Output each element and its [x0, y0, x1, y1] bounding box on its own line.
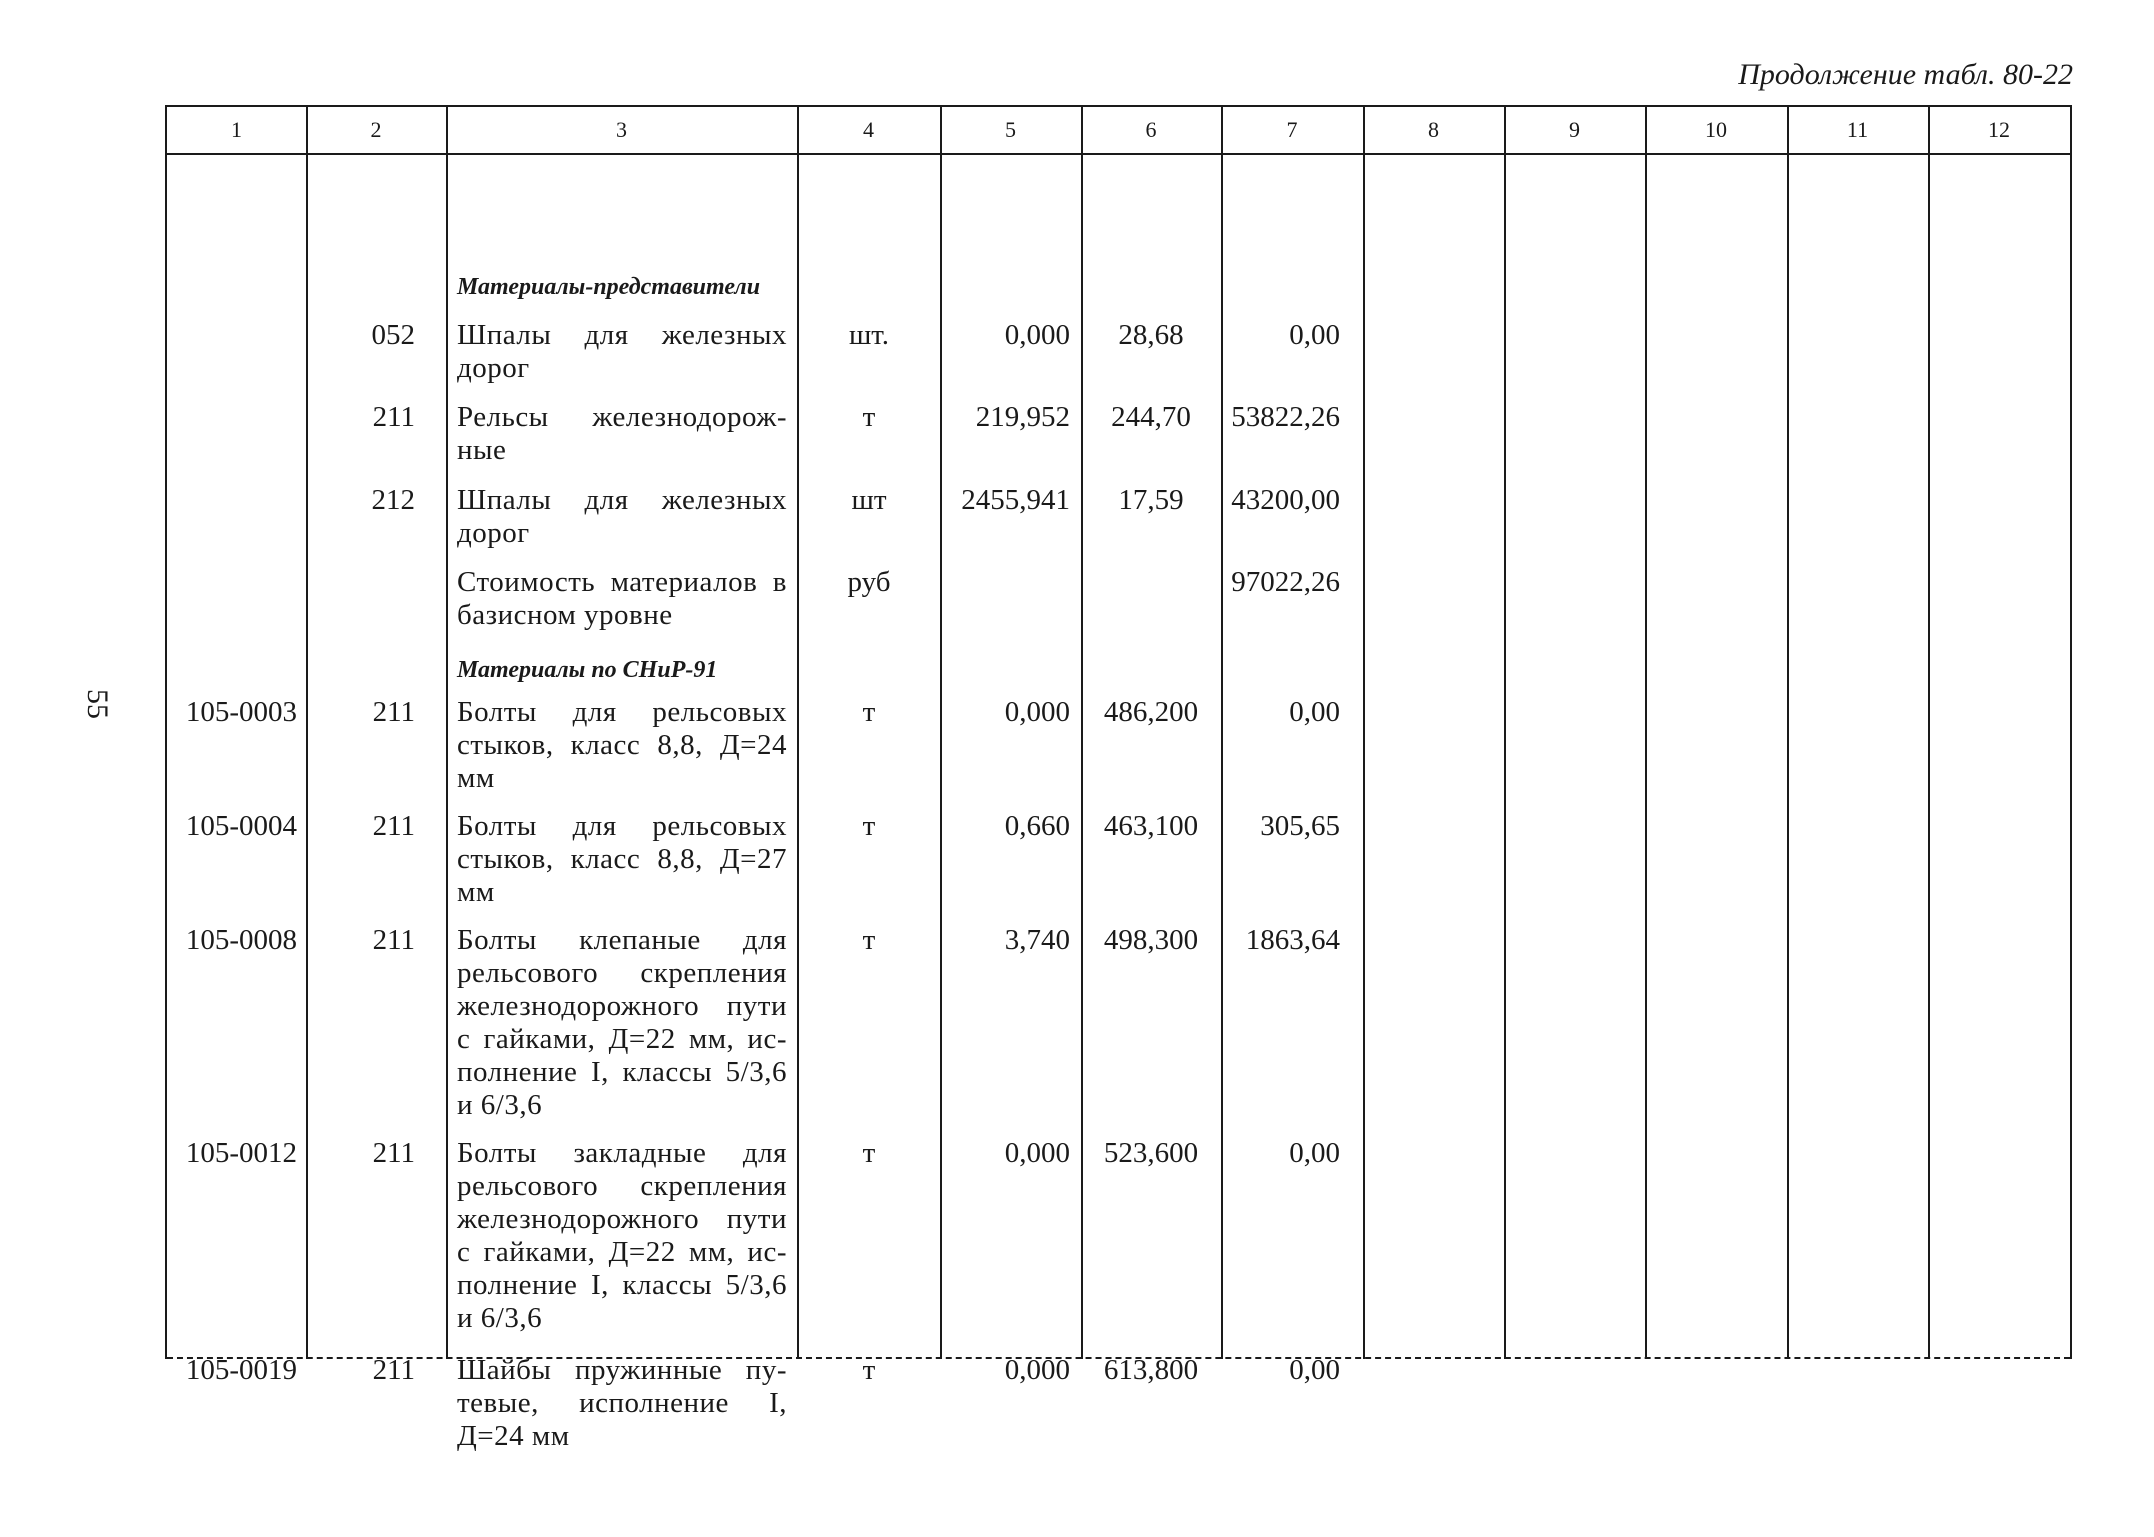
cell-price: 498,300 — [1103, 924, 1199, 956]
cell-total: 43200,00 — [1231, 484, 1340, 516]
cell-name: Болты закладные для рельсового скрепления железнодорожного пути с гайками, Д=22 мм, ис-полнение I, классы 5/3,6 и 6/3,6 — [457, 1137, 787, 1334]
page-number: 55 — [81, 689, 114, 719]
cell-group: 211 — [372, 924, 415, 956]
cell-price: 523,600 — [1103, 1137, 1199, 1169]
cell-group: 211 — [372, 1354, 415, 1386]
cell-group: 052 — [371, 319, 415, 351]
column-header: 10 — [1705, 117, 1727, 142]
materials-table — [165, 105, 2072, 1452]
cell-name: Шпалы для железных дорог — [457, 484, 787, 549]
cell-total: 0,00 — [1289, 319, 1340, 351]
section-heading-snip: Материалы по СНиР-91 — [457, 657, 718, 683]
cell-unit: т — [862, 1137, 876, 1169]
cell-price: 28,68 — [1118, 319, 1184, 351]
cell-code: 105-0004 — [185, 810, 297, 842]
cell-unit: шт. — [848, 319, 890, 351]
cell-group: 211 — [372, 810, 415, 842]
cell-price: 486,200 — [1103, 696, 1199, 728]
column-header: 11 — [1846, 117, 1869, 142]
cell-name: Стоимость материалов в базисном уровне — [457, 566, 787, 631]
cell-name: Шайбы пружинные пу-тевые, исполнение I, Д=24 мм — [457, 1354, 787, 1452]
section-heading-representatives: Материалы-представители — [457, 274, 761, 300]
column-header: 7 — [1286, 117, 1298, 142]
cell-unit: т — [862, 1354, 876, 1386]
cell-total: 0,00 — [1289, 696, 1340, 728]
table-body — [167, 155, 2070, 1452]
cell-qty: 3,740 — [1004, 924, 1070, 956]
cell-total: 1863,64 — [1245, 924, 1340, 956]
column-header: 1 — [231, 117, 242, 142]
column-header: 9 — [1569, 117, 1580, 142]
cell-unit: шт — [851, 484, 887, 516]
column-header: 8 — [1428, 117, 1439, 142]
cell-name: Болты для рельсовых стыков, класс 8,8, Д=27 мм — [457, 810, 787, 908]
cell-group: 211 — [372, 401, 415, 433]
cell-price: 244,70 — [1111, 401, 1191, 433]
column-header: 5 — [1005, 117, 1016, 142]
column-header: 4 — [863, 117, 874, 142]
cell-name: Болты для рельсовых стыков, класс 8,8, Д=24 мм — [457, 696, 787, 794]
cell-total: 53822,26 — [1231, 401, 1340, 433]
cell-price: 463,100 — [1103, 810, 1199, 842]
table-continuation-caption: Продолжение табл. 80-22 — [1738, 58, 2073, 91]
column-header: 2 — [370, 117, 382, 142]
cell-unit: т — [862, 696, 876, 728]
column-header: 3 — [616, 117, 627, 142]
cell-qty: 0,660 — [1004, 810, 1070, 842]
cell-qty: 0,000 — [1004, 319, 1070, 351]
cell-qty: 0,000 — [1004, 1137, 1070, 1169]
cell-name: Рельсы железнодорож-ные — [457, 401, 787, 466]
cell-price: 613,800 — [1103, 1354, 1199, 1386]
cell-qty: 0,000 — [1004, 696, 1070, 728]
cell-group: 211 — [372, 696, 415, 728]
cell-total: 0,00 — [1289, 1137, 1340, 1169]
cell-total: 97022,26 — [1231, 566, 1340, 598]
cell-unit: руб — [847, 566, 891, 598]
cell-unit: т — [862, 924, 876, 956]
cell-group: 211 — [372, 1137, 415, 1169]
cell-price: 17,59 — [1118, 484, 1184, 516]
cell-total: 305,65 — [1260, 810, 1340, 842]
cell-code: 105-0019 — [185, 1354, 297, 1386]
cell-qty: 0,000 — [1004, 1354, 1070, 1386]
cell-code: 105-0012 — [185, 1137, 297, 1169]
cell-qty: 219,952 — [975, 401, 1070, 433]
cell-name: Шпалы для железных дорог — [457, 319, 787, 384]
cell-group: 212 — [371, 484, 415, 516]
cell-code: 105-0003 — [185, 696, 297, 728]
cell-qty: 2455,941 — [961, 484, 1070, 516]
cell-name: Болты клепаные для рельсового скрепления железнодорожного пути с гайками, Д=22 мм, ис-полнение I, классы 5/3,6 и 6/3,6 — [457, 924, 787, 1121]
cell-total: 0,00 — [1289, 1354, 1340, 1386]
cell-unit: т — [862, 810, 876, 842]
cell-unit: т — [862, 401, 876, 433]
column-header: 6 — [1145, 117, 1157, 142]
cell-code: 105-0008 — [185, 924, 297, 956]
column-header: 12 — [1988, 117, 2010, 142]
